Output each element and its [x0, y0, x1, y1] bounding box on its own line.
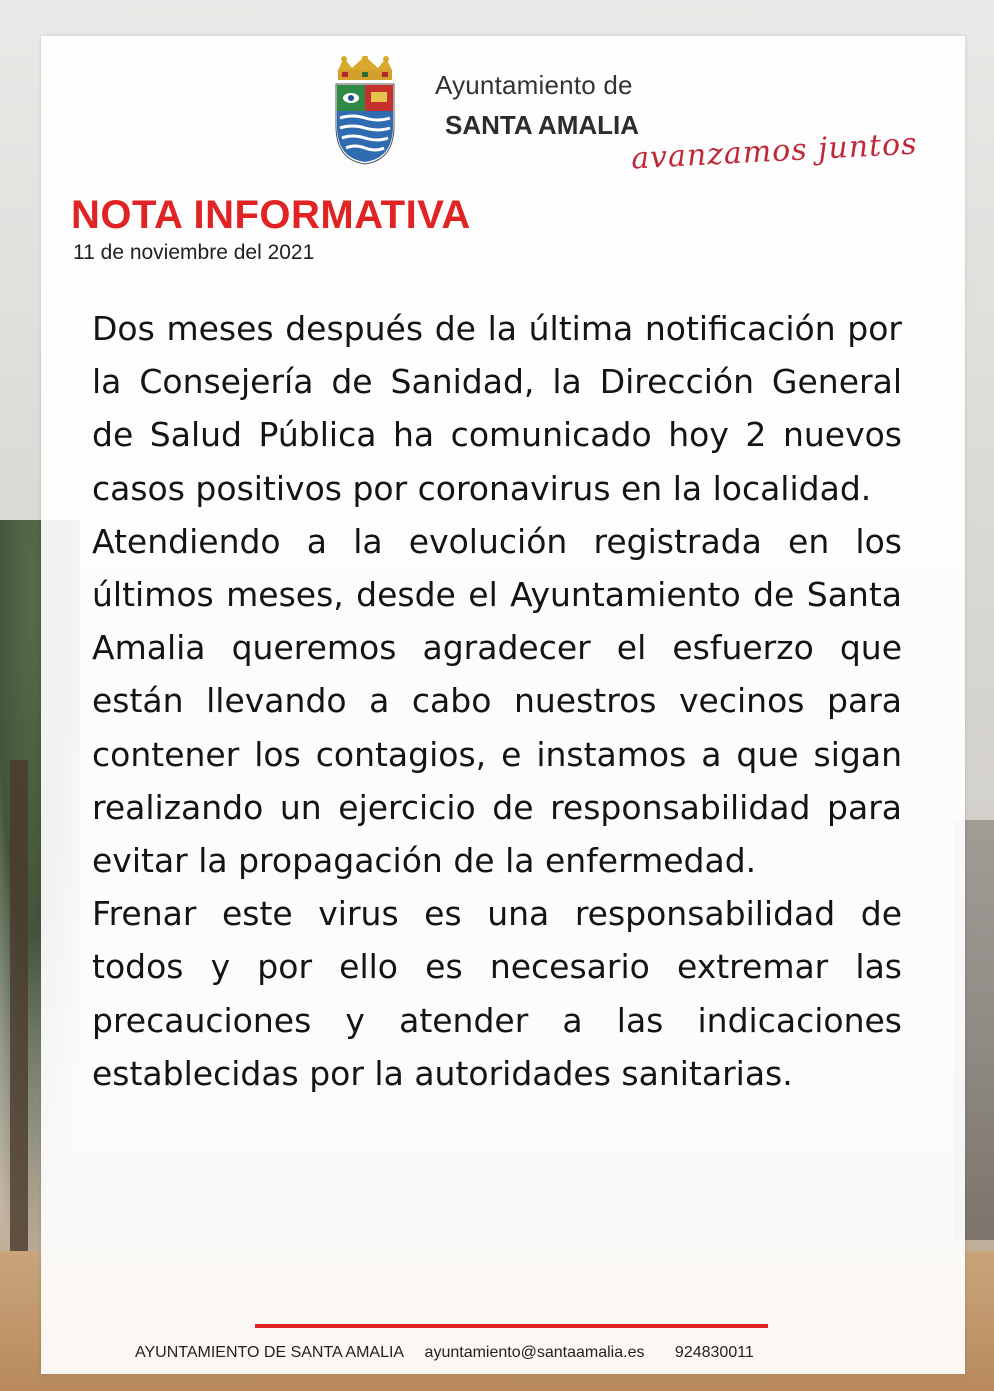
notice-date: 11 de noviembre del 2021 — [73, 241, 315, 264]
notice-paragraph: Frenar este virus es una responsabilidad de todos y por ello es necesario extremar las precauciones y atender a las indicaciones establecidas por la autoridades sanitarias. — [92, 894, 902, 1093]
org-name-line1: Ayuntamiento de — [435, 70, 633, 100]
footer-phone: 924830011 — [674, 1344, 754, 1361]
tagline: avanzamos juntos — [630, 126, 919, 177]
notice-paragraph: Dos meses después de la última notificación por la Consejería de Sanidad, la Dirección General de Salud Pública ha comunicado hoy 2 nuevos casos positivos por coronavirus en la localidad. — [92, 309, 902, 508]
footer — [135, 1344, 754, 1362]
coat-of-arms-icon — [332, 56, 398, 166]
footer-org: AYUNTAMIENTO DE SANTA AMALIA — [135, 1344, 405, 1361]
footer-divider — [255, 1324, 768, 1328]
notice-sheet — [41, 36, 965, 1374]
notice-title: NOTA INFORMATIVA — [71, 193, 471, 237]
notice-body — [92, 302, 902, 1100]
notice-paragraph: Atendiendo a la evolución registrada en los últimos meses, desde el Ayuntamiento de Santa Amalia queremos agradecer el esfuerzo que están llevando a cabo nuestros vecinos para contener los contagios, e instamos a que sigan realizando un ejercicio de responsabilidad para evitar la propagación de la enfermedad. — [92, 521, 902, 881]
org-name-line2: SANTA AMALIA — [445, 110, 640, 140]
footer-email: ayuntamiento@santaamalia.es — [424, 1344, 645, 1361]
